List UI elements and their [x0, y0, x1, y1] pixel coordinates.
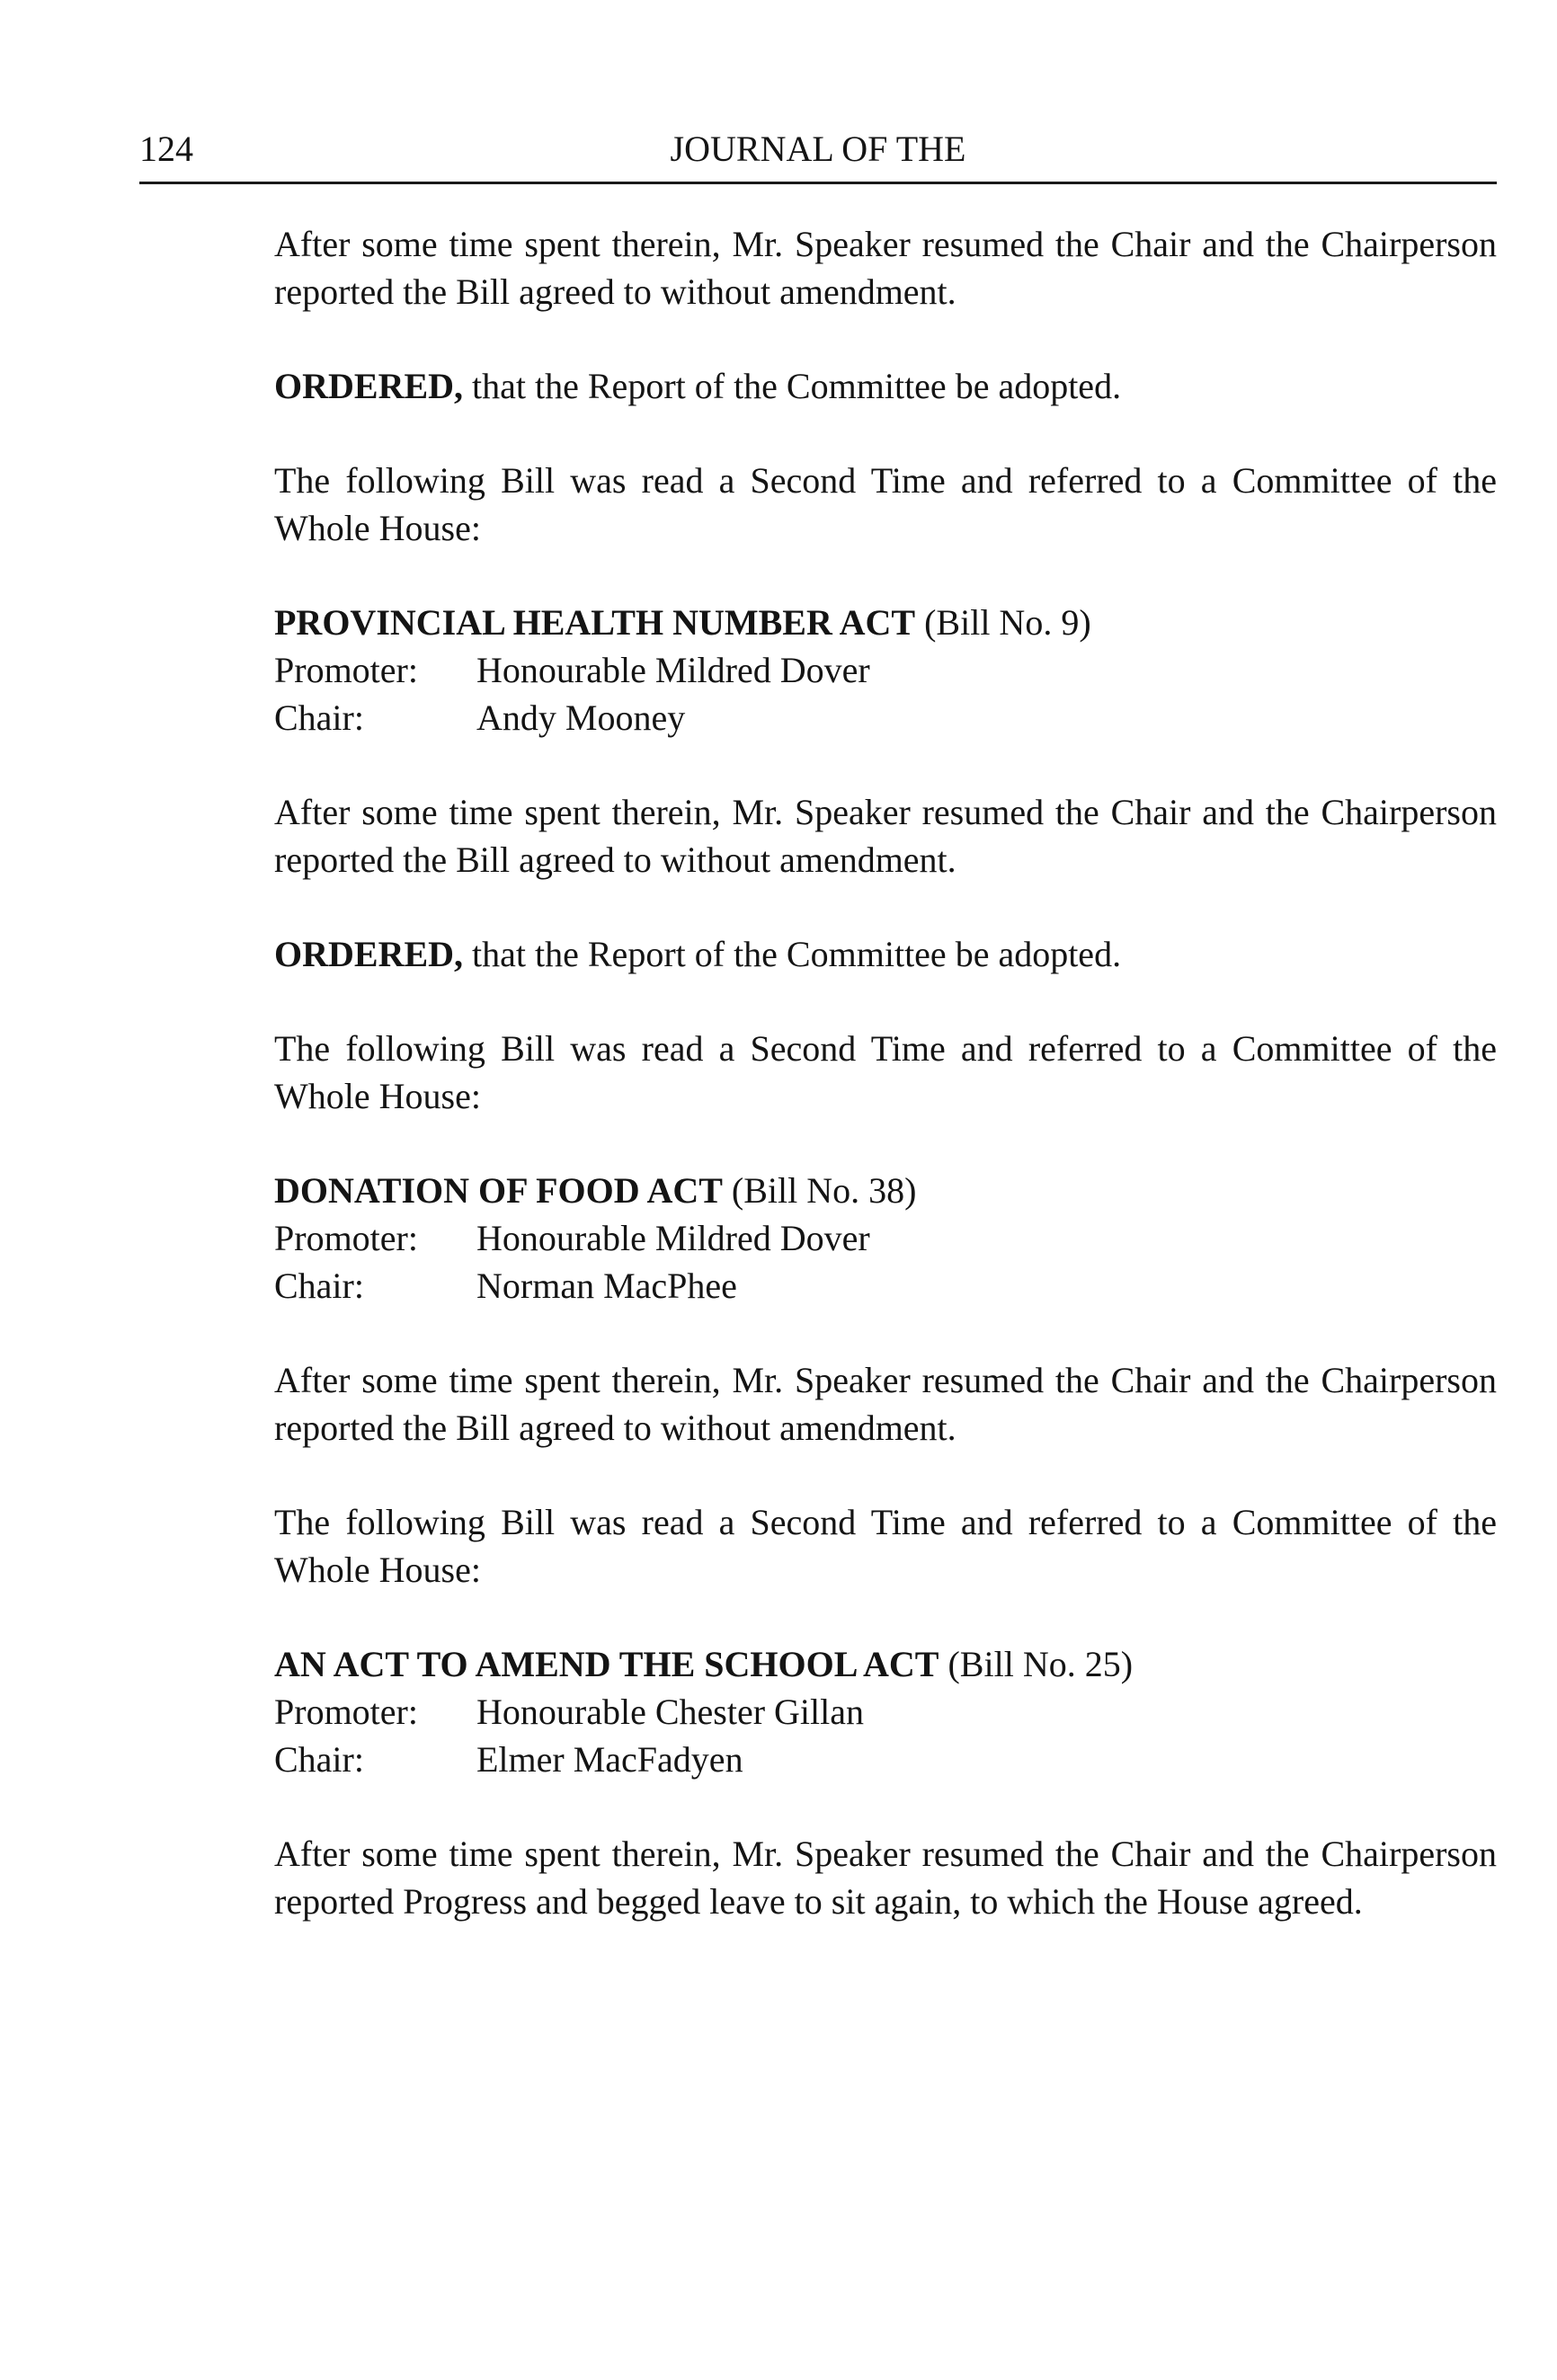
paragraph-second-reading-3: The following Bill was read a Second Time and referred to a Committee of the Whole House:	[274, 1502, 1497, 1590]
bill-chair-row	[274, 1736, 1497, 1783]
paragraph-committee-report-2: After some time spent therein, Mr. Speaker resumed the Chair and the Chairperson reported the Bill agreed to without amendment.	[274, 792, 1497, 880]
promoter-label: Promoter:	[274, 1692, 418, 1732]
promoter-label: Promoter:	[274, 1218, 418, 1258]
paragraph-second-reading-2: The following Bill was read a Second Time and referred to a Committee of the Whole House:	[274, 1028, 1497, 1116]
page-header	[139, 126, 1497, 173]
bill-number: (Bill No. 38)	[722, 1170, 917, 1211]
promoter-name: Honourable Mildred Dover	[476, 650, 870, 690]
bill-entry-provincial-health-number	[274, 599, 1497, 742]
bill-entry-donation-of-food	[274, 1167, 1497, 1310]
page-number: 124	[139, 129, 193, 169]
chair-label: Chair:	[274, 697, 364, 738]
chair-label: Chair:	[274, 1265, 364, 1306]
promoter-name: Honourable Mildred Dover	[476, 1218, 870, 1258]
bill-name: PROVINCIAL HEALTH NUMBER ACT	[274, 602, 916, 643]
bill-chair-row	[274, 1262, 1497, 1310]
chair-label: Chair:	[274, 1739, 364, 1780]
bill-title	[274, 599, 1497, 646]
paragraph-committee-report-3: After some time spent therein, Mr. Speaker resumed the Chair and the Chairperson reported the Bill agreed to without amendment.	[274, 1360, 1497, 1448]
bill-title	[274, 1167, 1497, 1214]
ordered-resolution-2	[274, 930, 1497, 978]
ordered-label: ORDERED,	[274, 934, 464, 974]
chair-name: Norman MacPhee	[476, 1265, 737, 1306]
paragraph-second-reading-1: The following Bill was read a Second Time and referred to a Committee of the Whole House:	[274, 460, 1497, 548]
promoter-name: Honourable Chester Gillan	[476, 1692, 864, 1732]
running-title: JOURNAL OF THE	[670, 129, 966, 169]
bill-number: (Bill No. 25)	[939, 1644, 1134, 1684]
bill-title	[274, 1640, 1497, 1688]
bill-entry-amend-school-act	[274, 1640, 1497, 1783]
chair-name: Elmer MacFadyen	[476, 1739, 743, 1780]
bill-number: (Bill No. 9)	[915, 602, 1091, 643]
bill-name: DONATION OF FOOD ACT	[274, 1170, 723, 1211]
ordered-label: ORDERED,	[274, 366, 464, 406]
promoter-label: Promoter:	[274, 650, 418, 690]
bill-promoter-row	[274, 1214, 1497, 1262]
bill-chair-row	[274, 694, 1497, 742]
chair-name: Andy Mooney	[476, 697, 686, 738]
header-rule	[139, 182, 1497, 184]
ordered-text: that the Report of the Committee be adopted.	[463, 934, 1122, 974]
ordered-resolution-1	[274, 362, 1497, 410]
paragraph-committee-report-1: After some time spent therein, Mr. Speaker resumed the Chair and the Chairperson reported the Bill agreed to without amendment.	[274, 224, 1497, 312]
ordered-text: that the Report of the Committee be adopted.	[463, 366, 1122, 406]
journal-body	[274, 220, 1497, 1972]
bill-promoter-row	[274, 1688, 1497, 1736]
bill-name: AN ACT TO AMEND THE SCHOOL ACT	[274, 1644, 939, 1684]
paragraph-committee-progress: After some time spent therein, Mr. Speaker resumed the Chair and the Chairperson reported Progress and begged leave to sit again, to which the House agreed.	[274, 1834, 1497, 1922]
bill-promoter-row	[274, 646, 1497, 694]
